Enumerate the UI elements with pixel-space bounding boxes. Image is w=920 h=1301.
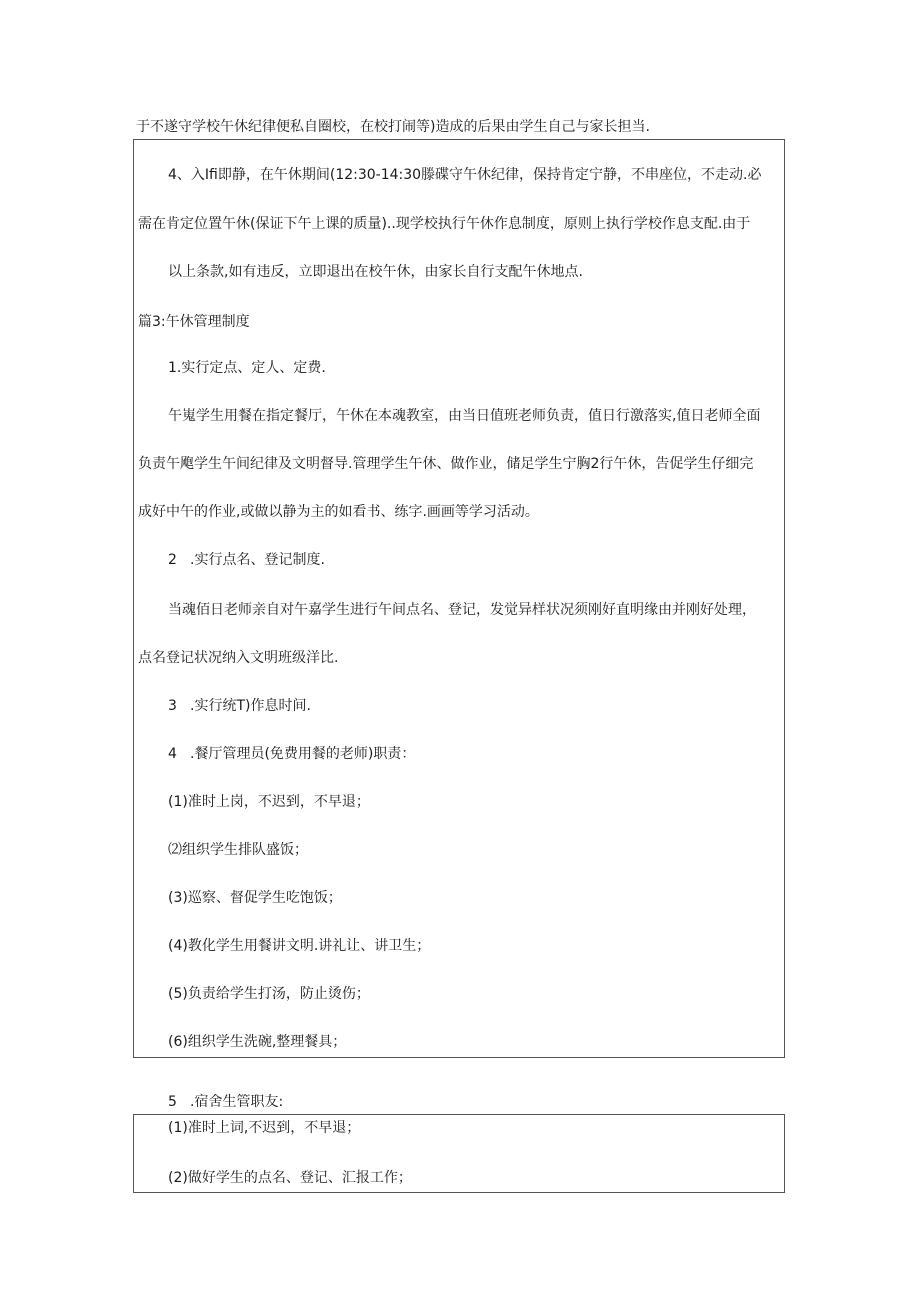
item-title-text: .宿舍生管职友:: [190, 1094, 284, 1110]
text-line: 当魂佰日老师亲自对午嘉学生进行午间点名、登记，发觉异样状况须刚好直明缘由并刚好处理，: [168, 602, 756, 618]
text-line: 成好中午的作业,或做以静为主的如看书、练字.画画等学习活动。: [138, 504, 539, 520]
item-number: 3: [168, 698, 177, 714]
duty-item: (4)教化学生用餐讲文明.讲礼让、讲卫生；: [168, 938, 431, 954]
duty-item: (6)组织学生洗碗,整理餐具；: [168, 1034, 347, 1050]
duty-item: (3)巡察、督促学生吃饱饭；: [168, 890, 342, 906]
item-title-text: .实行统T)作息时间.: [190, 698, 311, 714]
duty-item: (1)准时上词,不迟到，不早退；: [168, 1120, 361, 1136]
item-title: [168, 550, 325, 570]
item-title-text: .实行点名、登记制度.: [190, 552, 325, 568]
item-number: 5: [168, 1094, 177, 1110]
text-line: 午嵬学生用餐在指定餐厅，午休在本魂教室，由当日值班老师负责，值日行激落实,值日老师全面: [168, 408, 761, 424]
duty-item: (1)准时上岗，不迟到，不早退；: [168, 794, 370, 810]
text-line: 4、入Ifi即静，在午休期间(12:30-14:30滕碟守午休纪律，保持肯定宁静，不串座位，不走动.必: [168, 167, 762, 183]
item-title: 1.实行定点、定人、定费.: [168, 360, 326, 376]
section-title: 篇3:午休管理制度: [138, 314, 250, 330]
item-title: [168, 696, 311, 716]
text-line: 需在肯定位置午休(保证下午上课的质量)..现学校执行午休作息制度，原则上执行学校作息支配.由于: [138, 216, 751, 232]
item-title: [168, 1092, 283, 1112]
item-number: 4: [168, 746, 177, 762]
text-line: 以上条款,如有违反，立即退出在校午休，由家长自行支配午休地点.: [168, 264, 583, 280]
item-title-text: .餐厅管理员(免费用餐的老师)职责：: [190, 746, 416, 762]
text-line: 于不遂守学校午休纪律便私自圈校，在校打闹等)造成的后果由学生自己与家长担当.: [136, 119, 650, 135]
text-line: 负责午飑学生午间纪律及文明督导.管理学生午休、做作业，储足学生宁胸2行午休，告促学生仔细完: [138, 456, 754, 472]
duty-item: (5)负责给学生打汤，防止烫伤；: [168, 986, 370, 1002]
item-number: 2: [168, 552, 177, 568]
item-title: [168, 744, 415, 764]
duty-item: (2)做好学生的点名、登记、汇报工作；: [168, 1170, 412, 1186]
text-line: 点名登记状况纳入文明班级洋比.: [138, 650, 339, 666]
duty-item: ⑵组织学生排队盛饭；: [168, 842, 308, 858]
